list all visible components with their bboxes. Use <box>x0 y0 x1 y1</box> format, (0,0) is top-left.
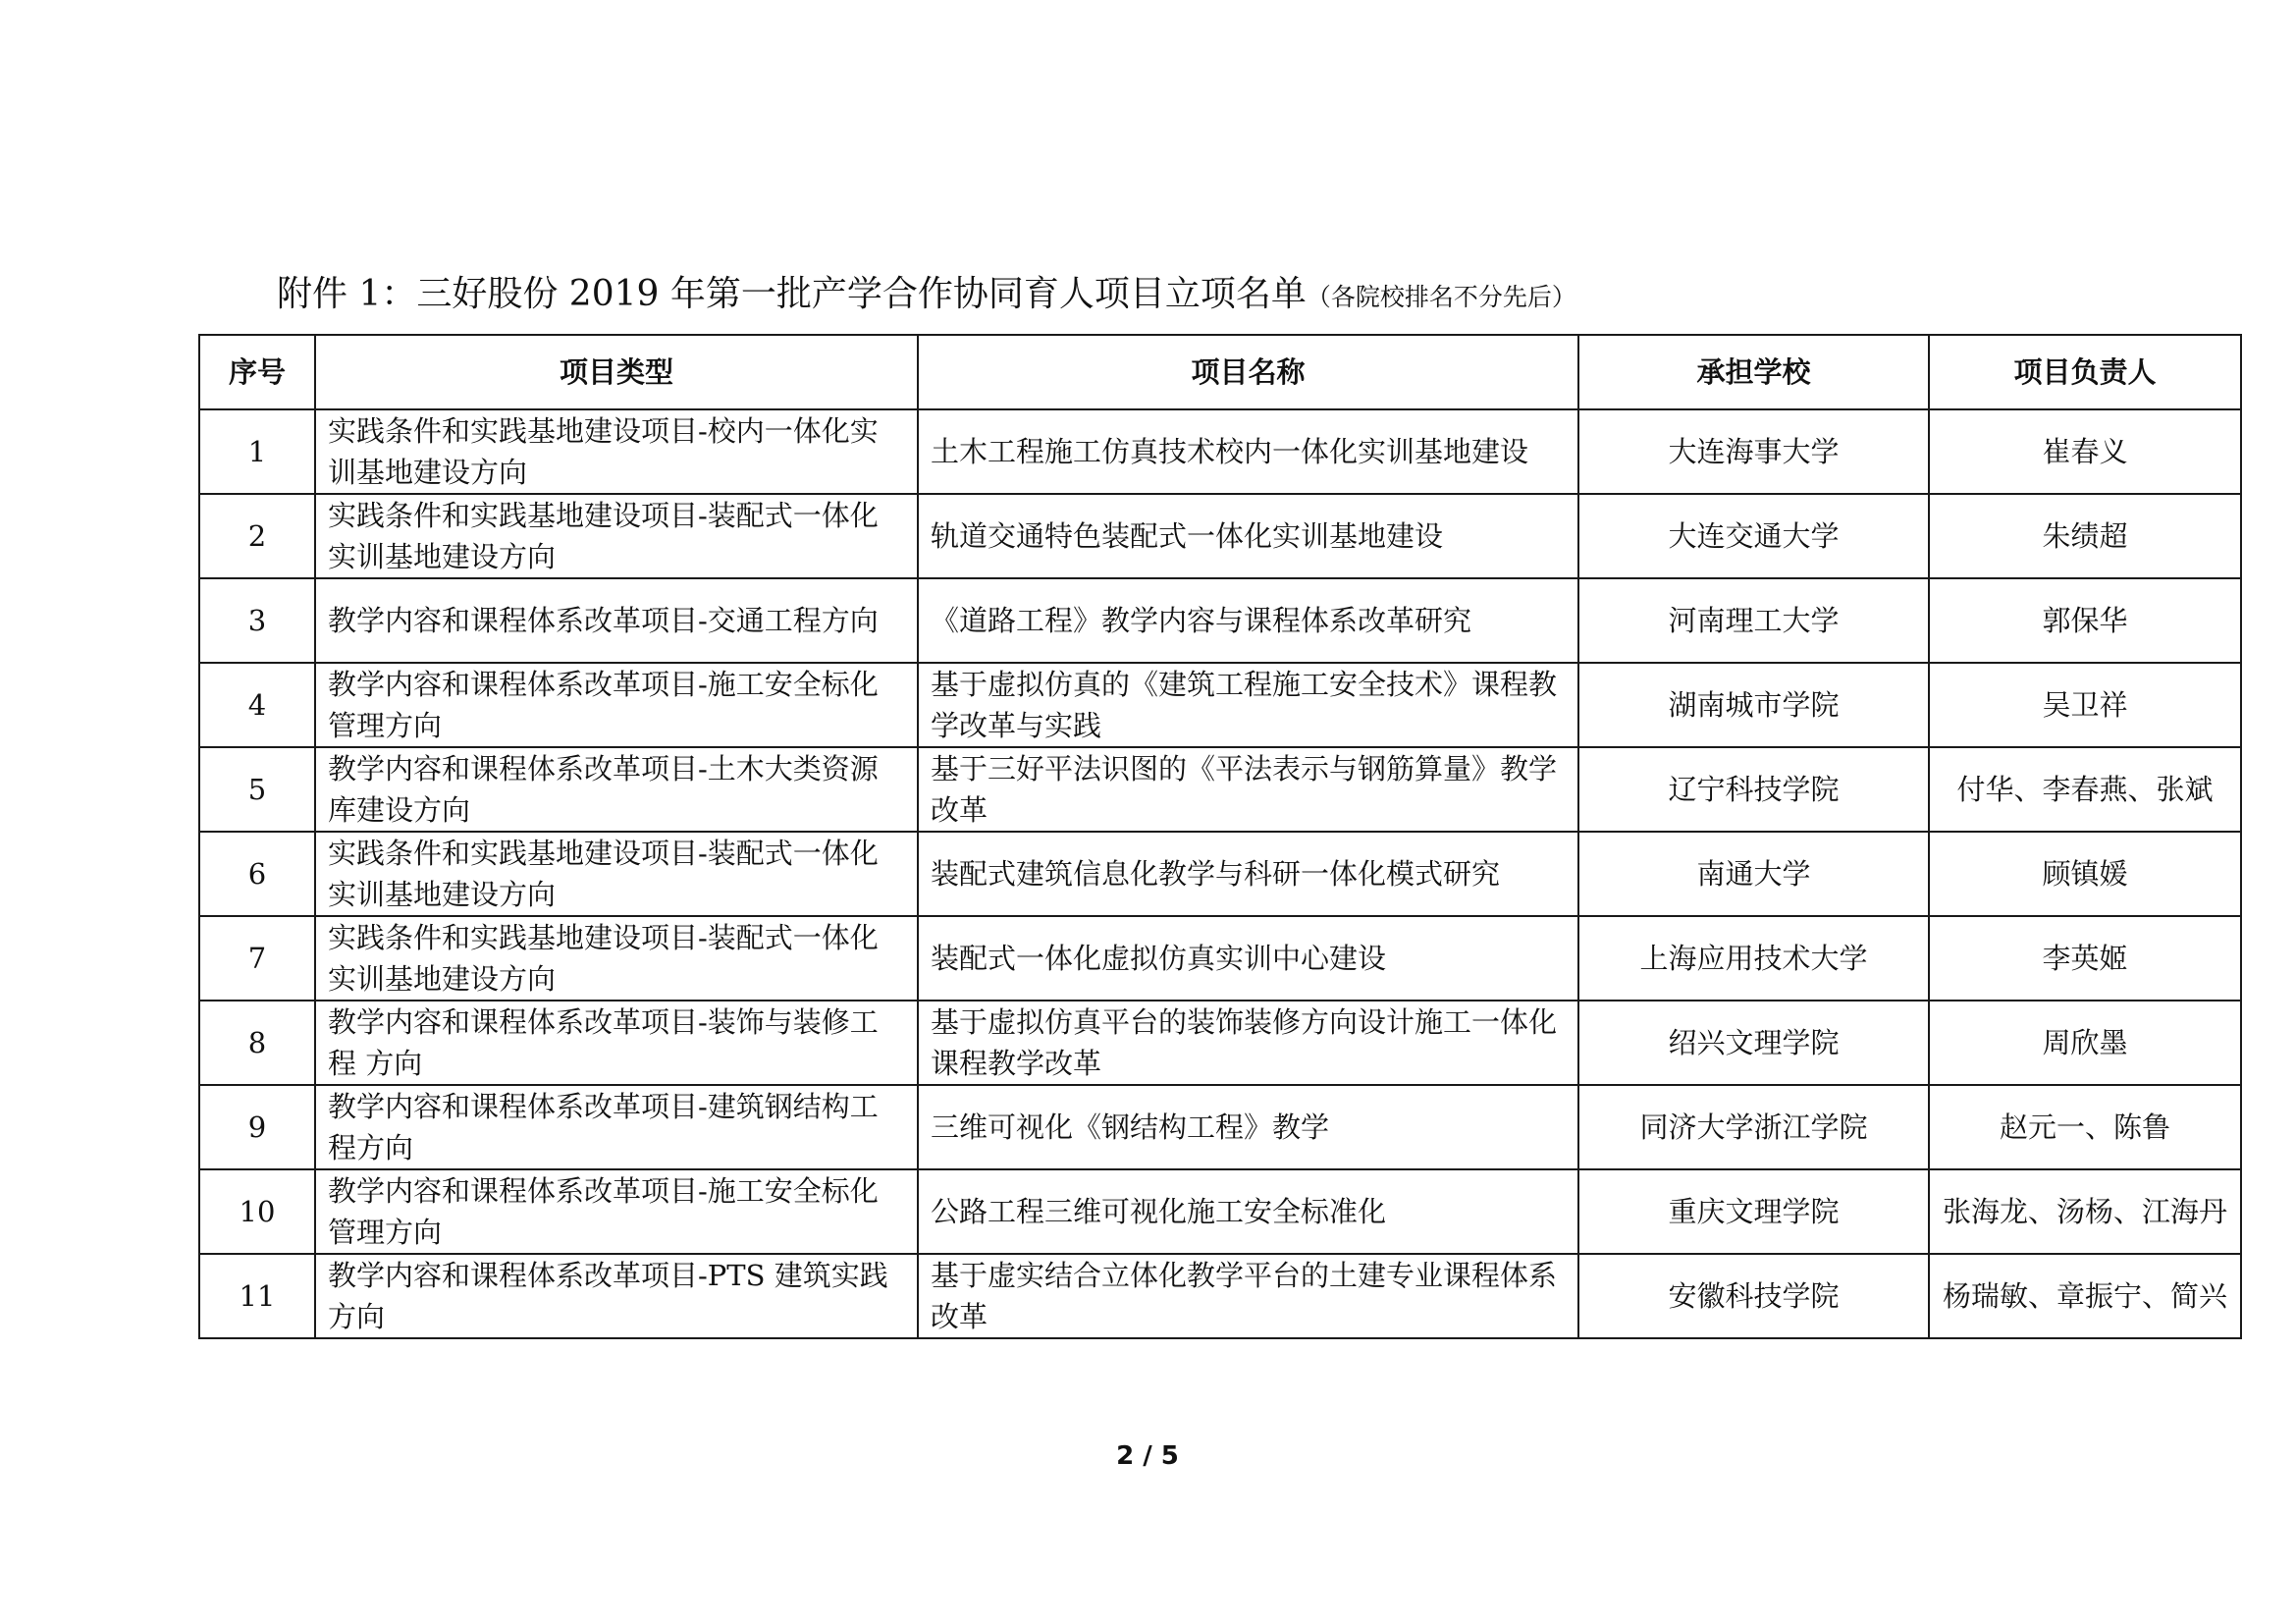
cell-school: 大连交通大学 <box>1578 494 1929 578</box>
cell-leader: 顾镇媛 <box>1929 832 2241 916</box>
cell-name: 装配式一体化虚拟仿真实训中心建设 <box>918 916 1578 1001</box>
cell-name: 轨道交通特色装配式一体化实训基地建设 <box>918 494 1578 578</box>
cell-name: 基于虚实结合立体化教学平台的土建专业课程体系改革 <box>918 1254 1578 1338</box>
page-number: 2 / 5 <box>1116 1441 1179 1471</box>
cell-type: 教学内容和课程体系改革项目-装饰与装修工程 方向 <box>315 1001 918 1085</box>
cell-leader: 周欣墨 <box>1929 1001 2241 1085</box>
table-row <box>199 916 2241 1001</box>
cell-no: 1 <box>199 409 315 494</box>
cell-type: 实践条件和实践基地建设项目-装配式一体化实训基地建设方向 <box>315 916 918 1001</box>
cell-type: 实践条件和实践基地建设项目-装配式一体化实训基地建设方向 <box>315 832 918 916</box>
header-type: 项目类型 <box>315 335 918 409</box>
cell-school: 重庆文理学院 <box>1578 1169 1929 1254</box>
cell-school: 湖南城市学院 <box>1578 663 1929 747</box>
cell-leader: 杨瑞敏、章振宁、简兴 <box>1929 1254 2241 1338</box>
cell-no: 11 <box>199 1254 315 1338</box>
cell-leader: 赵元一、陈鲁 <box>1929 1085 2241 1169</box>
cell-leader: 张海龙、汤杨、江海丹 <box>1929 1169 2241 1254</box>
table-row <box>199 832 2241 916</box>
table-row <box>199 1085 2241 1169</box>
header-no: 序号 <box>199 335 315 409</box>
cell-leader: 崔春义 <box>1929 409 2241 494</box>
cell-school: 绍兴文理学院 <box>1578 1001 1929 1085</box>
title-note: （各院校排名不分先后） <box>1306 283 1576 311</box>
cell-name: 基于三好平法识图的《平法表示与钢筋算量》教学改革 <box>918 747 1578 832</box>
cell-name: 装配式建筑信息化教学与科研一体化模式研究 <box>918 832 1578 916</box>
cell-name: 基于虚拟仿真的《建筑工程施工安全技术》课程教学改革与实践 <box>918 663 1578 747</box>
cell-leader: 郭保华 <box>1929 578 2241 663</box>
cell-no: 4 <box>199 663 315 747</box>
cell-no: 8 <box>199 1001 315 1085</box>
table-row <box>199 1001 2241 1085</box>
header-leader: 项目负责人 <box>1929 335 2241 409</box>
header-name: 项目名称 <box>918 335 1578 409</box>
cell-no: 7 <box>199 916 315 1001</box>
table-header-row <box>199 335 2241 409</box>
table-row <box>199 1169 2241 1254</box>
cell-type: 教学内容和课程体系改革项目-建筑钢结构工程方向 <box>315 1085 918 1169</box>
cell-leader: 付华、李春燕、张斌 <box>1929 747 2241 832</box>
cell-name: 三维可视化《钢结构工程》教学 <box>918 1085 1578 1169</box>
cell-name: 土木工程施工仿真技术校内一体化实训基地建设 <box>918 409 1578 494</box>
cell-type: 教学内容和课程体系改革项目-交通工程方向 <box>315 578 918 663</box>
cell-school: 同济大学浙江学院 <box>1578 1085 1929 1169</box>
cell-name: 公路工程三维可视化施工安全标准化 <box>918 1169 1578 1254</box>
cell-school: 南通大学 <box>1578 832 1929 916</box>
header-school: 承担学校 <box>1578 335 1929 409</box>
title-main: 附件 1：三好股份 2019 年第一批产学合作协同育人项目立项名单 <box>277 274 1307 314</box>
table-row <box>199 578 2241 663</box>
cell-name: 基于虚拟仿真平台的装饰装修方向设计施工一体化课程教学改革 <box>918 1001 1578 1085</box>
table-row <box>199 747 2241 832</box>
table-row <box>199 1254 2241 1338</box>
cell-no: 3 <box>199 578 315 663</box>
cell-type: 实践条件和实践基地建设项目-装配式一体化实训基地建设方向 <box>315 494 918 578</box>
document-title <box>277 265 2201 324</box>
cell-type: 教学内容和课程体系改革项目-土木大类资源库建设方向 <box>315 747 918 832</box>
cell-leader: 李英姬 <box>1929 916 2241 1001</box>
cell-no: 10 <box>199 1169 315 1254</box>
cell-no: 2 <box>199 494 315 578</box>
cell-leader: 朱绩超 <box>1929 494 2241 578</box>
cell-name: 《道路工程》教学内容与课程体系改革研究 <box>918 578 1578 663</box>
table-row <box>199 409 2241 494</box>
cell-type: 教学内容和课程体系改革项目-PTS 建筑实践方向 <box>315 1254 918 1338</box>
cell-school: 大连海事大学 <box>1578 409 1929 494</box>
cell-no: 6 <box>199 832 315 916</box>
cell-school: 上海应用技术大学 <box>1578 916 1929 1001</box>
cell-leader: 吴卫祥 <box>1929 663 2241 747</box>
table-row <box>199 494 2241 578</box>
project-table <box>198 334 2242 1339</box>
cell-type: 教学内容和课程体系改革项目-施工安全标化管理方向 <box>315 1169 918 1254</box>
cell-no: 5 <box>199 747 315 832</box>
table-row <box>199 663 2241 747</box>
cell-school: 安徽科技学院 <box>1578 1254 1929 1338</box>
cell-type: 实践条件和实践基地建设项目-校内一体化实训基地建设方向 <box>315 409 918 494</box>
cell-school: 河南理工大学 <box>1578 578 1929 663</box>
cell-type: 教学内容和课程体系改革项目-施工安全标化管理方向 <box>315 663 918 747</box>
cell-no: 9 <box>199 1085 315 1169</box>
cell-school: 辽宁科技学院 <box>1578 747 1929 832</box>
